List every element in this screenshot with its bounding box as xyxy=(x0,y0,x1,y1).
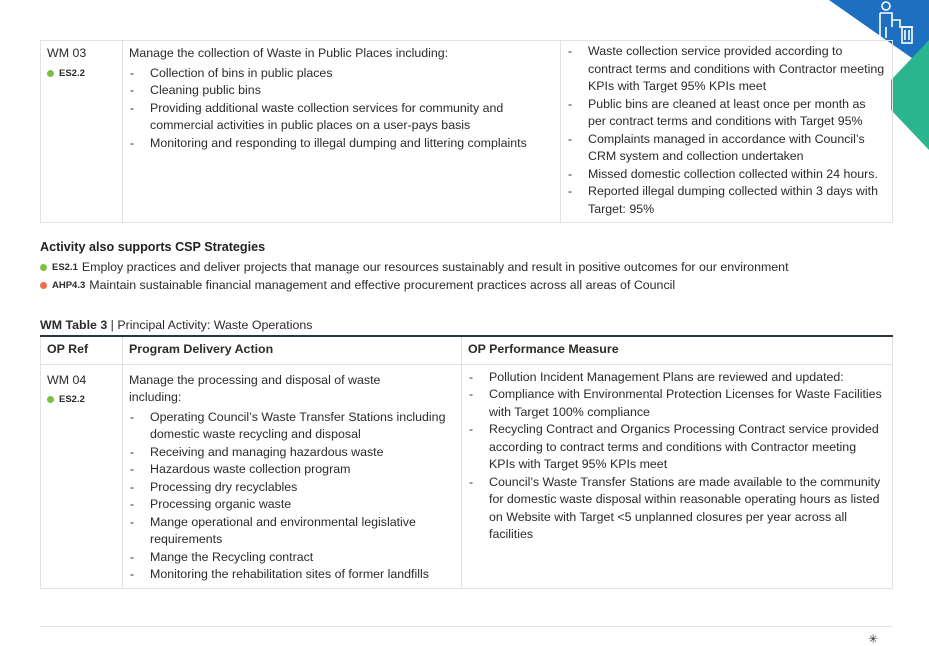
list-item: - Collection of bins in public places xyxy=(129,65,553,83)
op-ref-cell xyxy=(41,364,123,588)
table-header-row xyxy=(41,336,893,364)
measure-list xyxy=(468,369,885,544)
strategy-code: AHP4.3 xyxy=(52,279,86,291)
strategy-tag: ES2.2 xyxy=(47,65,115,83)
list-item: - Receiving and managing hazardous waste xyxy=(129,444,454,462)
list-item: - Waste collection service provided according to contract terms and conditions with Contractor meeting KPIs with Target 95% KPIs meet xyxy=(567,43,886,96)
orange-dot-icon xyxy=(40,282,47,289)
wm-table-2-continued xyxy=(40,40,893,223)
csp-strategies-heading: Activity also supports CSP Strategies xyxy=(40,240,266,254)
list-item: - Monitoring and responding to illegal dumping and littering complaints xyxy=(129,135,553,153)
performance-measure-cell xyxy=(561,41,893,223)
list-item: - Providing additional waste collection services for community and commercial activities in public places on a user-pays basis xyxy=(129,100,553,135)
green-dot-icon xyxy=(47,70,54,77)
list-item: - Missed domestic collection collected within 24 hours. xyxy=(567,166,886,184)
list-item: - Operating Council’s Waste Transfer Stations including domestic waste recycling and disposal xyxy=(129,409,454,444)
list-item: - Hazardous waste collection program xyxy=(129,461,454,479)
column-header: Program Delivery Action xyxy=(123,336,462,364)
list-item: - Cleaning public bins xyxy=(129,82,553,100)
green-dot-icon xyxy=(40,264,47,271)
list-item: - Processing dry recyclables xyxy=(129,479,454,497)
wm-table-3 xyxy=(40,335,893,589)
op-ref: WM 03 xyxy=(47,46,87,60)
csp-strategy-item xyxy=(40,260,789,274)
op-ref: WM 04 xyxy=(47,372,87,387)
strategy-text: Maintain sustainable financial management and effective procurement practices across all areas of Council xyxy=(89,278,676,292)
table-caption: WM Table 3 | Principal Activity: Waste Operations xyxy=(40,318,313,332)
measure-list xyxy=(567,43,890,218)
strategy-code: ES2.1 xyxy=(52,261,78,273)
list-item: - Complaints managed in accordance with Council’s CRM system and collection undertaken xyxy=(567,131,886,166)
list-item: - Monitoring the rehabilitation sites of former landfills xyxy=(129,566,454,584)
action-list xyxy=(129,409,454,584)
green-dot-icon xyxy=(47,396,54,403)
program-delivery-action-cell xyxy=(123,364,462,588)
column-header: OP Performance Measure xyxy=(462,336,893,364)
table-row xyxy=(41,41,893,223)
list-item: - Mange operational and environmental legislative requirements xyxy=(129,514,454,549)
list-item: - Recycling Contract and Organics Processing Contract service provided according to contract terms and conditions with Contractor meeting KPIs with Target 95% KPIs meet xyxy=(468,421,885,474)
list-item: - Pollution Incident Management Plans are reviewed and updated: xyxy=(468,369,885,387)
performance-measure-cell xyxy=(462,364,893,588)
list-item: - Processing organic waste xyxy=(129,496,454,514)
program-delivery-action-cell xyxy=(123,41,561,223)
strategy-tag: ES2.2 xyxy=(47,391,115,409)
footer-divider xyxy=(40,626,892,627)
column-header: OP Ref xyxy=(41,336,123,364)
list-item: - Council’s Waste Transfer Stations are made available to the community for domestic waste disposal within reasonable operating hours as listed on Website with Target <5 unplanned closures per year across all facilities xyxy=(468,474,885,544)
list-item: - Mange the Recycling contract xyxy=(129,549,454,567)
list-item: - Reported illegal dumping collected within 3 days with Target: 95% xyxy=(567,183,886,218)
action-list xyxy=(129,65,553,153)
list-item: - Public bins are cleaned at least once per month as per contract terms and conditions with Target 95% xyxy=(567,96,886,131)
csp-strategy-item xyxy=(40,278,675,292)
strategy-text: Employ practices and deliver projects that manage our resources sustainably and result in positive outcomes for our environment xyxy=(81,260,789,274)
table-row xyxy=(41,364,893,588)
list-item: - Compliance with Environmental Protection Licenses for Waste Facilities with Target 100% compliance xyxy=(468,386,885,421)
sparkle-icon: ✳ xyxy=(868,632,879,646)
action-intro: Manage the collection of Waste in Public Places including: xyxy=(129,46,449,60)
action-intro: Manage the processing and disposal of waste including: xyxy=(129,372,381,404)
op-ref-cell xyxy=(41,41,123,223)
